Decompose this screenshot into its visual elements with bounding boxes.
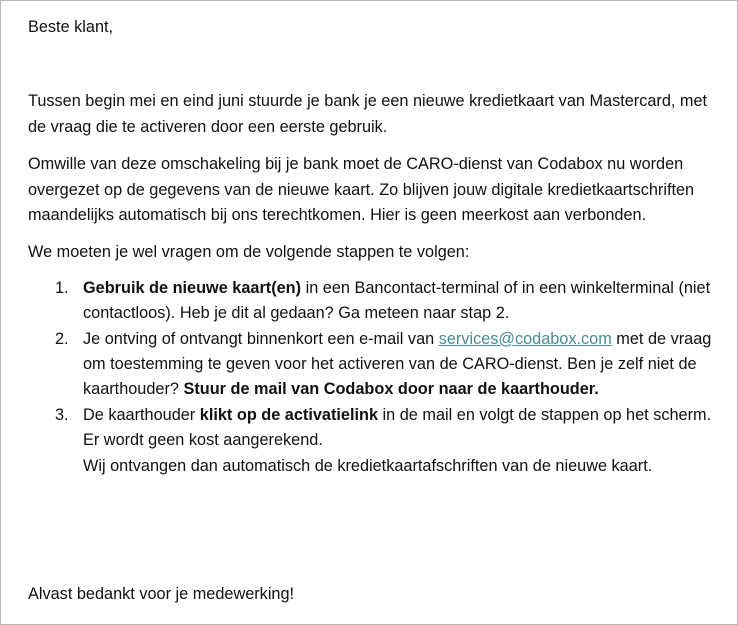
step-bold-text: Gebruik de nieuwe kaart(en)	[83, 278, 302, 297]
step-text: De kaarthouder	[83, 405, 200, 424]
step-number: 3.	[55, 405, 69, 424]
step-bold-text: klikt op de activatielink	[199, 405, 379, 424]
list-item	[28, 327, 718, 403]
closing-line: Alvast bedankt voor je medewerking!	[28, 585, 295, 603]
letter-content	[28, 15, 718, 479]
email-link[interactable]: services@codabox.com	[438, 329, 612, 348]
steps-list	[28, 276, 718, 479]
paragraph-card-notice: Tussen begin mei en eind juni stuurde je bank je een nieuwe kredietkaart van Mastercard, met de vraag die te activeren door een eerste gebruik.	[28, 92, 708, 136]
list-item	[28, 403, 718, 479]
steps-intro: We moeten je wel vragen om de volgende stappen te volgen:	[28, 243, 470, 262]
step-text: in de mail en volgt de stappen op het scherm. Er wordt geen kost aangerekend.	[83, 405, 712, 450]
step-number: 2.	[55, 329, 69, 348]
step-bold-text: Stuur de mail van Codabox door naar de kaarthouder.	[183, 380, 599, 399]
step-text: met de vraag om toestemming te geven voor het activeren van de CARO-dienst. Ben je zelf niet de kaarthouder?	[83, 329, 712, 399]
step-text: Je ontving of ontvangt binnenkort een e-mail van	[83, 329, 439, 348]
paragraph-caro-transfer: Omwille van deze omschakeling bij je bank moet de CARO-dienst van Codabox nu worden overgezet op de gegevens van de nieuwe kaart. Zo blijven jouw digitale kredietkaartschriften maandelijks automatisch bij ons terechtkomen. Hier is geen meerkost aan verbonden.	[28, 155, 695, 225]
greeting: Beste klant,	[28, 18, 114, 36]
step-text: in een Bancontact-terminal of in een winkelterminal (niet contactloos). Heb je dit al gedaan? Ga meteen naar stap 2.	[83, 278, 711, 323]
step-text: Wij ontvangen dan automatisch de kredietkaartafschriften van de nieuwe kaart.	[83, 456, 653, 475]
step-number: 1.	[55, 278, 69, 297]
list-item	[28, 276, 718, 327]
